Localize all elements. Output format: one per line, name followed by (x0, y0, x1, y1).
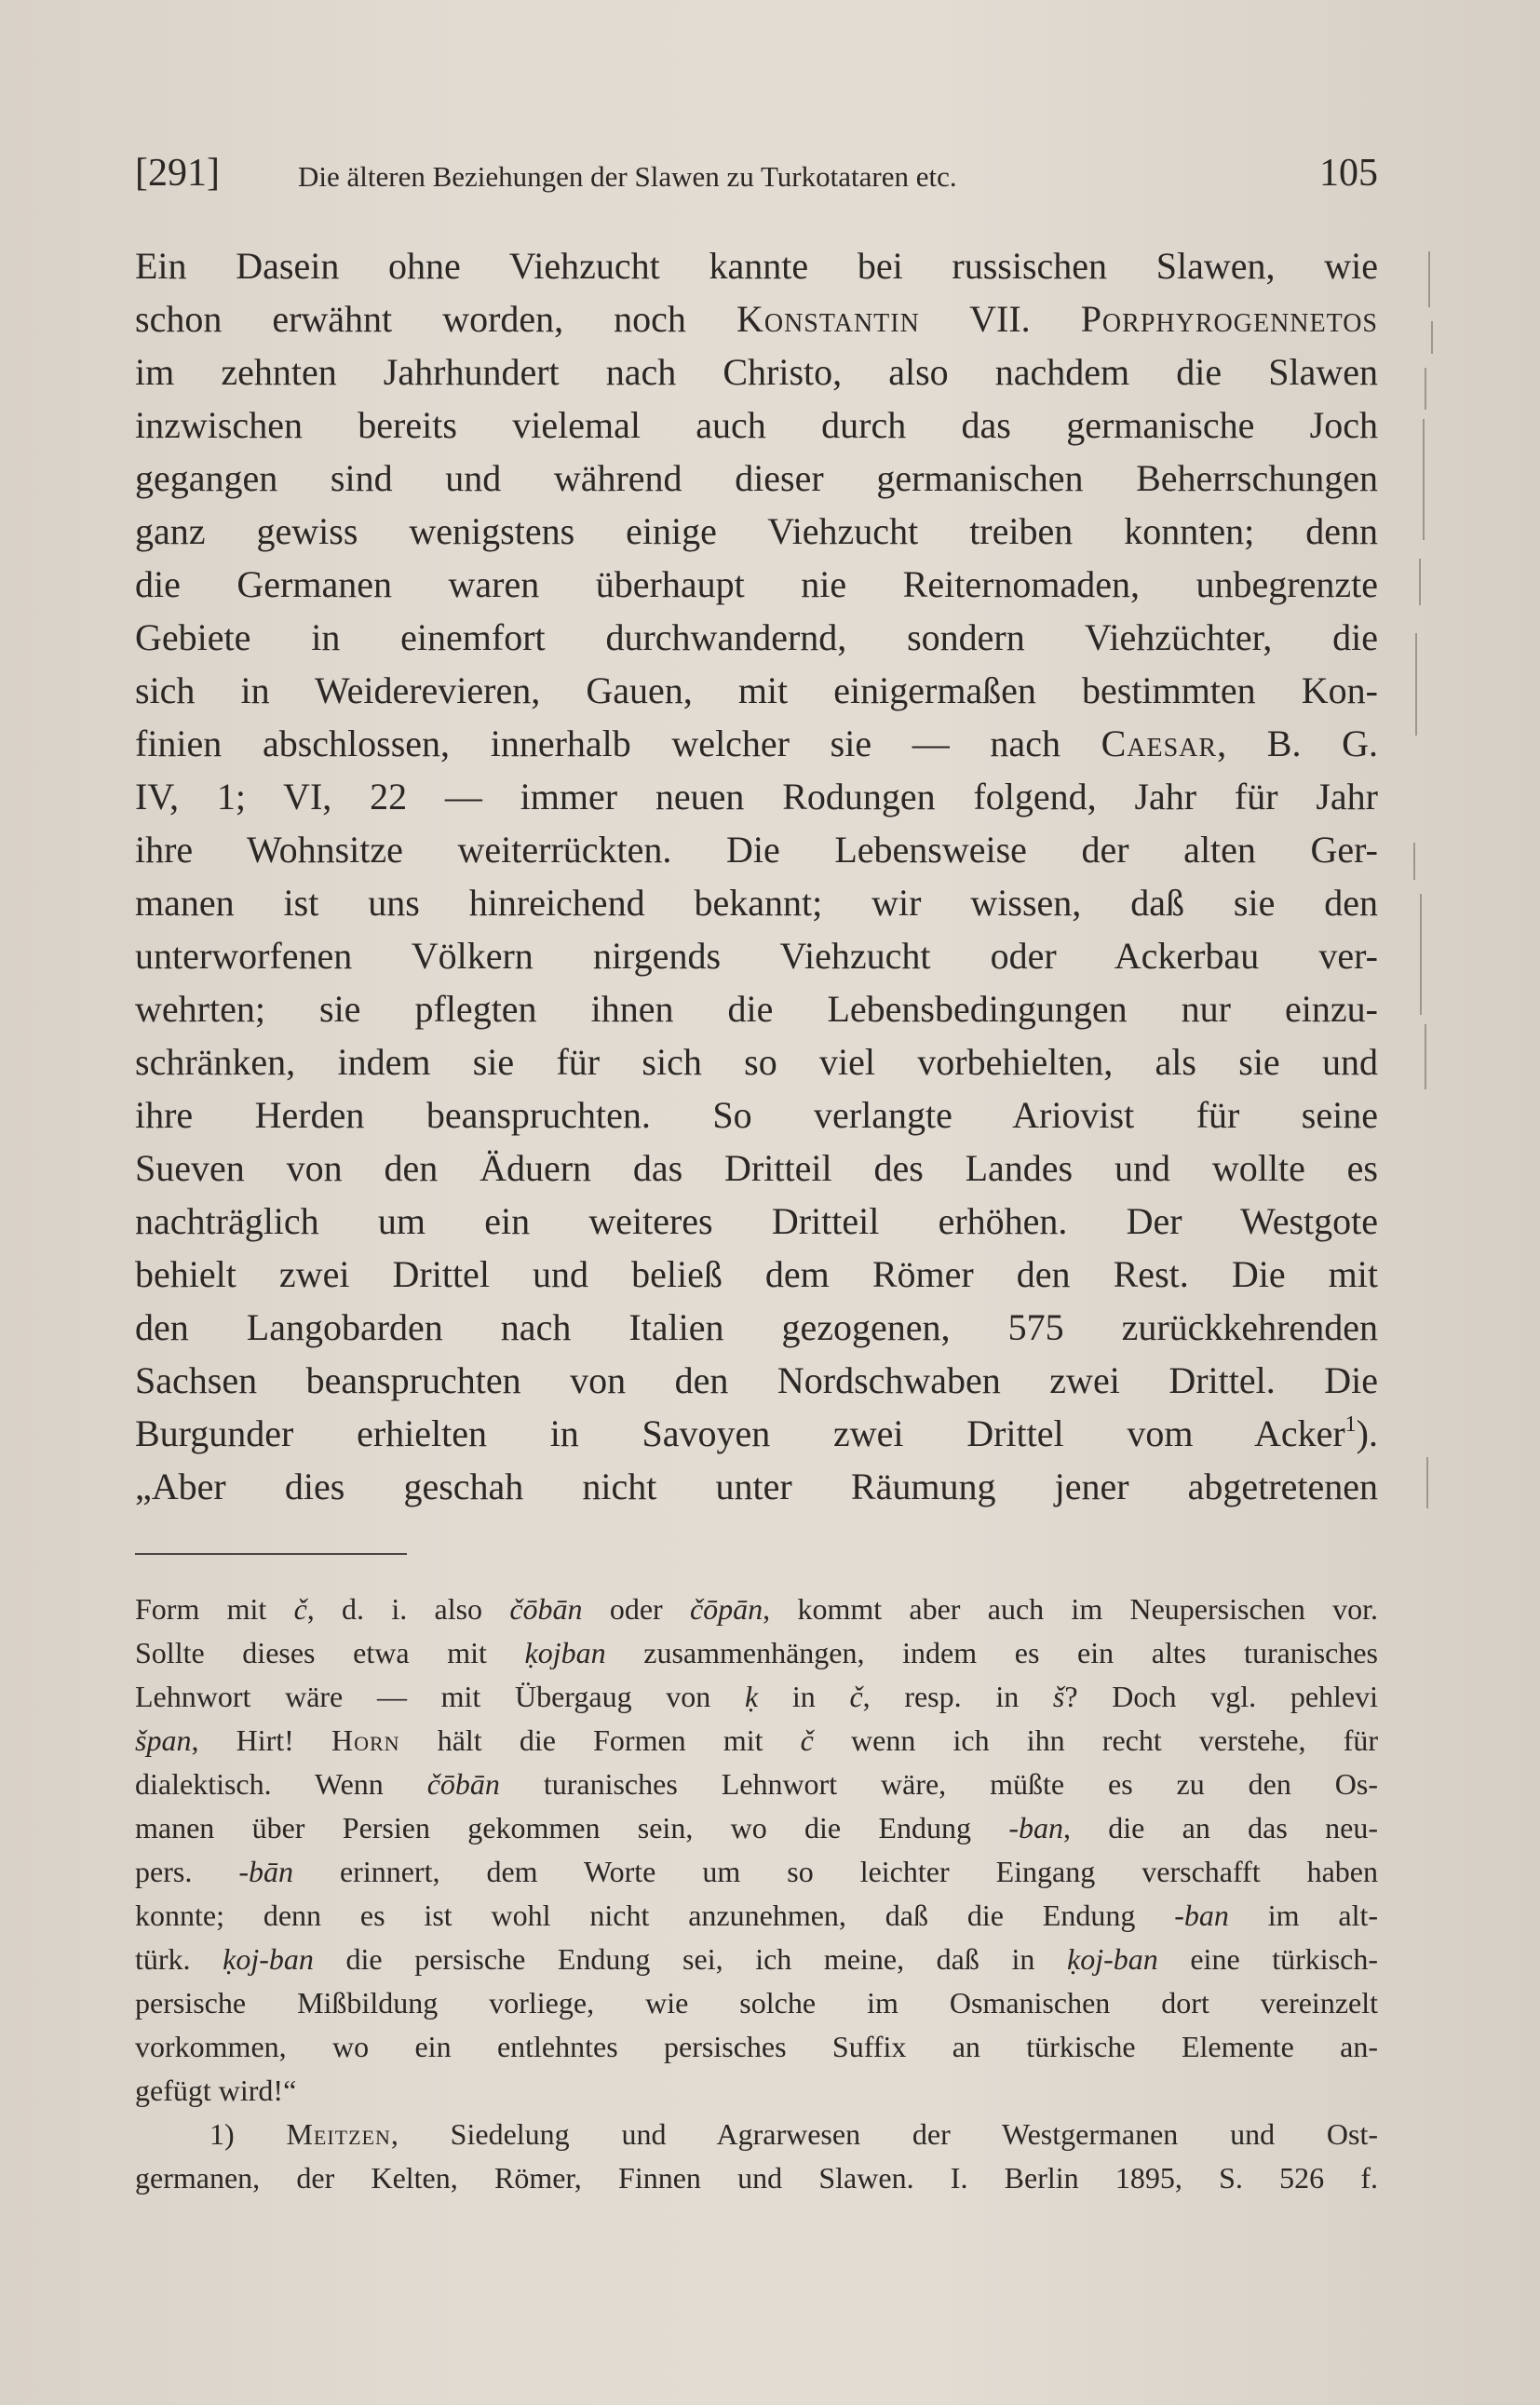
text-run: gefügt wird!“ (135, 2074, 297, 2107)
text-line (135, 611, 1378, 664)
footnote-separator (135, 1553, 407, 1555)
footnote-line (135, 2156, 1378, 2200)
footnote-line (135, 1981, 1378, 2025)
text-run: ganz gewiss wenigstens einige Viehzucht treiben konnten; denn (135, 510, 1378, 552)
text-run: sich in Weiderevieren, Gauen, mit einigermaßen bestimmten Kon- (135, 669, 1378, 711)
text-run: pers. (135, 1855, 239, 1888)
margin-pencil-mark (1413, 843, 1415, 880)
footnote-continuation (135, 1588, 1378, 2113)
text-run: die persische Endung sei, ich meine, daß in (313, 1942, 1067, 1976)
text-run: gegangen sind und während dieser germanischen Beherrschungen (135, 457, 1378, 499)
text-run: Ein Dasein ohne Viehzucht kannte bei russischen Slawen, wie (135, 245, 1378, 287)
text-run: die Germanen waren überhaupt nie Reiternomaden, unbegrenzte (135, 563, 1378, 605)
text-line (135, 1460, 1378, 1513)
text-run: -ban (1174, 1898, 1229, 1932)
text-run: VII. (919, 298, 1081, 340)
text-line (135, 505, 1378, 558)
text-run: ). (1356, 1412, 1378, 1454)
text-run: manen über Persien gekommen sein, wo die Endung (135, 1811, 1009, 1844)
text-run: Sueven von den Äduern das Dritteil des Landes und wollte es (135, 1147, 1378, 1189)
text-run: im zehnten Jahrhundert nach Christo, also nachdem die Slawen (135, 351, 1378, 393)
text-run: Horn (331, 1723, 400, 1757)
text-run: Lehnwort wäre — mit Übergaug von (135, 1680, 745, 1713)
text-run: zusammenhängen, indem es ein altes turanisches (605, 1636, 1379, 1669)
footnote-line (135, 1719, 1378, 1763)
page-number: 105 (1319, 152, 1378, 195)
text-run: ḳoj-ban (1067, 1942, 1158, 1976)
margin-pencil-mark (1420, 894, 1422, 1015)
text-line (135, 664, 1378, 717)
text-run: č (293, 1592, 307, 1626)
footnote-1 (135, 2113, 1378, 2200)
text-run: , Siedelung und Agrarwesen der Westgermanen und Ost- (390, 2117, 1378, 2151)
page-header (135, 151, 1378, 207)
text-line (135, 345, 1378, 399)
text-line (135, 1195, 1378, 1248)
text-run: čōbān (426, 1767, 500, 1801)
text-line (135, 1142, 1378, 1195)
main-body-text (135, 239, 1378, 1513)
text-run: Konstantin (736, 298, 920, 340)
text-run: türk. (135, 1942, 223, 1976)
footnote-line (135, 1806, 1378, 1850)
margin-pencil-mark (1426, 1457, 1428, 1508)
text-run: schränken, indem sie für sich so viel vorbehielten, als sie und (135, 1041, 1378, 1083)
text-run: wehrten; sie pflegten ihnen die Lebensbedingungen nur einzu- (135, 988, 1378, 1030)
margin-pencil-mark (1425, 1024, 1426, 1089)
text-run: ḳojban (524, 1636, 606, 1669)
text-run: Caesar (1101, 723, 1218, 764)
footnote-line (135, 2025, 1378, 2069)
text-run: ihre Wohnsitze weiterrückten. Die Lebensweise der alten Ger- (135, 829, 1378, 871)
text-run: ihre Herden beanspruchten. So verlangte Ariovist für seine (135, 1094, 1378, 1136)
text-line (135, 292, 1378, 345)
text-line (135, 1035, 1378, 1088)
running-title: Die älteren Beziehungen der Slawen zu Turkotataren etc. (298, 160, 957, 193)
text-run: špan (135, 1723, 192, 1757)
text-run: persische Mißbildung vorliege, wie solche im Osmanischen dort vereinzelt (135, 1986, 1378, 2020)
text-run: -ban (1008, 1811, 1063, 1844)
footnote-line (135, 1763, 1378, 1806)
text-run: turanisches Lehnwort wäre, müßte es zu den Os- (499, 1767, 1379, 1801)
text-run: hält die Formen mit (399, 1723, 801, 1757)
text-run: germanen, der Kelten, Römer, Finnen und Slawen. I. Berlin 1895, S. 526 f. (135, 2161, 1378, 2195)
text-run: erinnert, dem Worte um so leichter Eingang verschafft haben (292, 1855, 1379, 1888)
text-line (135, 982, 1378, 1035)
footnote-line (135, 1894, 1378, 1938)
text-run: , d. i. also (306, 1592, 510, 1626)
text-run: -bān (238, 1855, 293, 1888)
footnote-line (135, 1850, 1378, 1894)
margin-pencil-mark (1431, 321, 1433, 354)
text-run: š (1052, 1680, 1065, 1713)
footnotes (135, 1588, 1378, 2200)
text-line (135, 1301, 1378, 1354)
footnote-marker[interactable]: 1 (1344, 1412, 1357, 1437)
text-run: Gebiete in einemfort durchwandernd, sondern Viehzüchter, die (135, 616, 1378, 658)
text-run: wenn ich ihn recht verstehe, für (813, 1723, 1379, 1757)
text-run: IV, 1; VI, 22 — immer neuen Rodungen folgend, Jahr für Jahr (135, 776, 1378, 817)
margin-pencil-mark (1419, 559, 1421, 605)
text-run: finien abschlossen, innerhalb welcher sie — nach (135, 723, 1101, 764)
text-run: čōbān (509, 1592, 583, 1626)
text-run: ḳoj-ban (223, 1942, 314, 1976)
text-run: , Hirt! (191, 1723, 331, 1757)
text-run: in (758, 1680, 850, 1713)
text-line (135, 1248, 1378, 1301)
text-run: inzwischen bereits vielemal auch durch das germanische Joch (135, 404, 1378, 446)
text-run: , die an das neu- (1062, 1811, 1379, 1844)
text-line (135, 1088, 1378, 1142)
text-run: vorkommen, wo ein entlehntes persisches Suffix an türkische Elemente an- (135, 2030, 1378, 2063)
text-run: Sachsen beanspruchten von den Nordschwaben zwei Drittel. Die (135, 1359, 1378, 1401)
text-line (135, 823, 1378, 876)
text-run: konnte; denn es ist wohl nicht anzunehmen, daß die Endung (135, 1898, 1175, 1932)
text-run: eine türkisch- (1157, 1942, 1379, 1976)
text-run: č (800, 1723, 814, 1757)
text-run: nachträglich um ein weiteres Dritteil erhöhen. Der Westgote (135, 1200, 1378, 1242)
text-run: manen ist uns hinreichend bekannt; wir wissen, daß sie den (135, 882, 1378, 924)
margin-pencil-mark (1428, 251, 1430, 307)
text-line (135, 770, 1378, 823)
text-run: , resp. in (862, 1680, 1053, 1713)
text-line (135, 452, 1378, 505)
page-reference: [291] (135, 152, 220, 195)
text-run: behielt zwei Drittel und beließ dem Römer den Rest. Die mit (135, 1253, 1378, 1295)
text-run: oder (582, 1592, 690, 1626)
text-line (135, 399, 1378, 452)
text-run: den Langobarden nach Italien gezogenen, 575 zurückkehrenden (135, 1306, 1378, 1348)
margin-pencil-mark (1425, 368, 1426, 410)
text-run: ? Doch vgl. pehlevi (1064, 1680, 1379, 1713)
margin-pencil-mark (1415, 633, 1417, 736)
text-run: Sollte dieses etwa mit (135, 1636, 525, 1669)
text-run: im alt- (1228, 1898, 1378, 1932)
text-line (135, 1407, 1378, 1460)
text-run: Burgunder erhielten in Savoyen zwei Drittel vom Acker (135, 1412, 1345, 1454)
text-run: unterworfenen Völkern nirgends Viehzucht oder Ackerbau ver- (135, 935, 1378, 977)
text-run: dialektisch. Wenn (135, 1767, 427, 1801)
margin-pencil-mark (1423, 419, 1425, 540)
text-run: schon erwähnt worden, noch (135, 298, 736, 340)
text-run: Meitzen (286, 2117, 391, 2151)
text-run: Porphyrogennetos (1080, 298, 1378, 340)
text-run: ḳ (744, 1680, 759, 1713)
footnote-line (135, 2113, 1378, 2156)
footnote-line (135, 2069, 1378, 2113)
text-run: čōpān (689, 1592, 763, 1626)
text-run: 1) (209, 2117, 287, 2151)
text-run: , B. G. (1217, 723, 1378, 764)
footnote-line (135, 1675, 1378, 1719)
footnote-line (135, 1588, 1378, 1631)
text-line (135, 929, 1378, 982)
text-line (135, 239, 1378, 292)
text-run: , kommt aber auch im Neupersischen vor. (763, 1592, 1379, 1626)
text-line (135, 876, 1378, 929)
text-line (135, 717, 1378, 770)
text-line (135, 558, 1378, 611)
text-run: Form mit (135, 1592, 294, 1626)
text-line (135, 1354, 1378, 1407)
text-run: „Aber dies geschah nicht unter Räumung jener abgetretenen (135, 1466, 1378, 1507)
footnote-line (135, 1938, 1378, 1981)
footnote-line (135, 1631, 1378, 1675)
text-run: č (849, 1680, 863, 1713)
